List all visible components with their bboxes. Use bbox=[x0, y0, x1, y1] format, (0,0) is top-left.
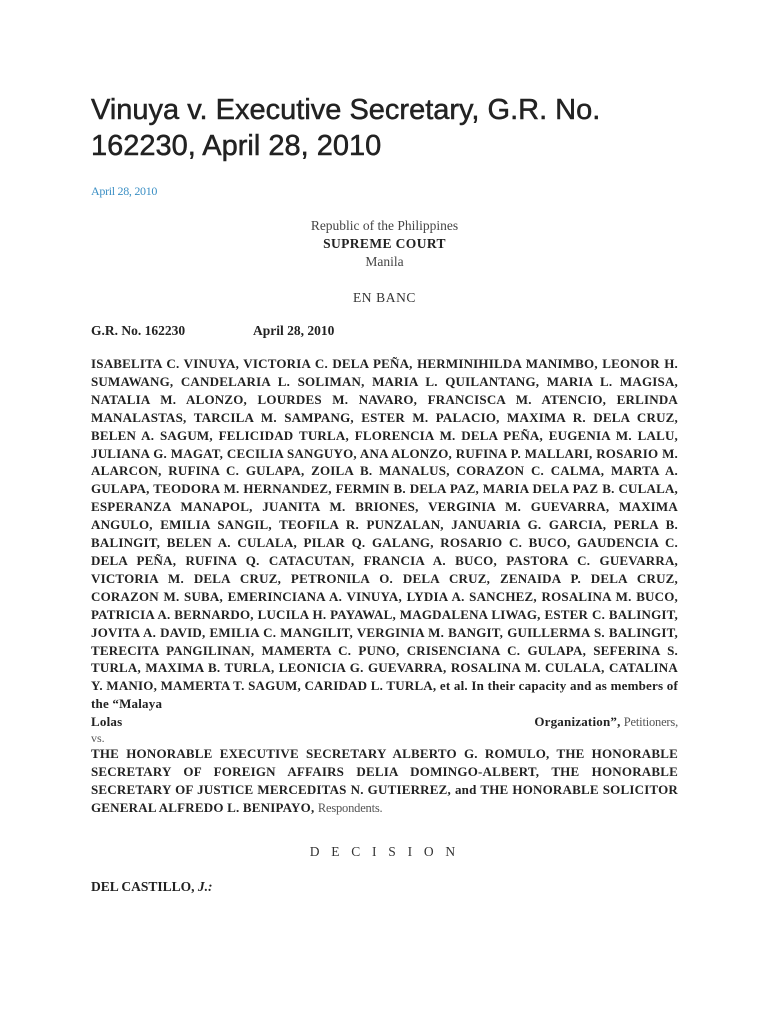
organization-word: Organization”, bbox=[534, 714, 621, 730]
petitioners-label: Petitioners, bbox=[623, 715, 678, 730]
court-city: Manila bbox=[365, 254, 404, 269]
petitioners-last-line bbox=[91, 713, 678, 732]
petitioners-last-word: Lolas bbox=[91, 714, 123, 730]
division-label: EN BANC bbox=[352, 290, 417, 305]
article-date-link[interactable]: April 28, 2010 bbox=[91, 184, 158, 198]
respondents-paragraph bbox=[91, 745, 678, 818]
case-number-line bbox=[91, 323, 678, 339]
petitioners-paragraph: ISABELITA C. VINUYA, VICTORIA C. DELA PEÑA, HERMINIHILDA MANIMBO, LEONOR H. SUMAWANG, CANDELARIA L. SOLIMAN, MARIA L. QUILANTANG, MARIA L. MAGISA, NATALIA M. ALONZO, LOURDES M. NAVARO, FRANCISCA M. ATENCIO, ERLINDA MANALASTAS, TARCILA M. SAMPANG, ESTER M. PALACIO, MAXIMA R. DELA CRUZ, BELEN A. SAGUM, FELICIDAD TURLA, FLORENCIA M. DELA PEÑA, EUGENIA M. LALU, JULIANA G. MAGAT, CECILIA SANGUYO, ANA ALONZO, RUFINA P. MALLARI, ROSARIO M. ALARCON, RUFINA C. GULAPA, ZOILA B. MANALUS, CORAZON C. CALMA, MARTA A. GULAPA, TEODORA M. HERNANDEZ, FERMIN B. DELA PAZ, MARIA DELA PAZ B. CULALA, ESPERANZA MANAPOL, JUANITA M. BRIONES, VERGINIA M. GUEVARRA, MAXIMA ANGULO, EMILIA SANGIL, TEOFILA R. PUNZALAN, JANUARIA G. GARCIA, PERLA B. BALINGIT, BELEN A. CULALA, PILAR Q. GALANG, ROSARIO C. BUCO, GAUDENCIA C. DELA PEÑA, RUFINA Q. CATACUTAN, FRANCIA A. BUCO, PASTORA C. GUEVARRA, VICTORIA M. DELA CRUZ, PETRONILA O. DELA CRUZ, ZENAIDA P. DELA CRUZ, CORAZON M. SUBA, EMERINCIANA A. VINUYA, LYDIA A. SANCHEZ, ROSALINA M. BUCO, PATRICIA A. BERNARDO, LUCILA H. PAYAWAL, MAGDALENA LIWAG, ESTER C. BALINGIT, JOVITA A. DAVID, EMILIA C. MANGILIT, VERGINIA M. BANGIT, GUILLERMA S. BALINGIT, TERECITA PANGILINAN, MAMERTA C. PUNO, CRISENCIANA C. GULAPA, SEFERINA S. TURLA, MAXIMA B. TURLA, LEONICIA G. GUEVARRA, ROSALINA M. CULALA, CATALINA Y. MANIO, MAMERTA T. SAGUM, CARIDAD L. TURLA, et al. In their capacity and as members of the “Malaya bbox=[91, 356, 678, 712]
versus-label: vs. bbox=[91, 731, 105, 746]
court-header bbox=[91, 217, 678, 271]
ponente-name: DEL CASTILLO, bbox=[91, 878, 195, 894]
case-date: April 28, 2010 bbox=[253, 323, 335, 338]
republic-line: Republic of the Philippines bbox=[310, 218, 459, 233]
gr-number: G.R. No. 162230 bbox=[91, 323, 186, 338]
court-name: SUPREME COURT bbox=[323, 236, 446, 251]
ponente-suffix: J.: bbox=[197, 878, 213, 894]
respondents-label: Respondents. bbox=[317, 800, 383, 815]
ponente-line bbox=[91, 879, 678, 895]
article-title: Vinuya v. Executive Secretary, G.R. No. 162230, April 28, 2010 bbox=[91, 94, 601, 162]
respondents-names: THE HONORABLE EXECUTIVE SECRETARY ALBERTO G. ROMULO, THE HONORABLE SECRETARY OF FOREIGN AFFAIRS DELIA DOMINGO-ALBERT, THE HONORABLE SECRETARY OF JUSTICE MERCEDITAS N. GUTIERREZ, and THE HONORABLE SOLICITOR GENERAL ALFREDO L. BENIPAYO, bbox=[91, 746, 678, 815]
decision-heading: D E C I S I O N bbox=[309, 843, 460, 859]
